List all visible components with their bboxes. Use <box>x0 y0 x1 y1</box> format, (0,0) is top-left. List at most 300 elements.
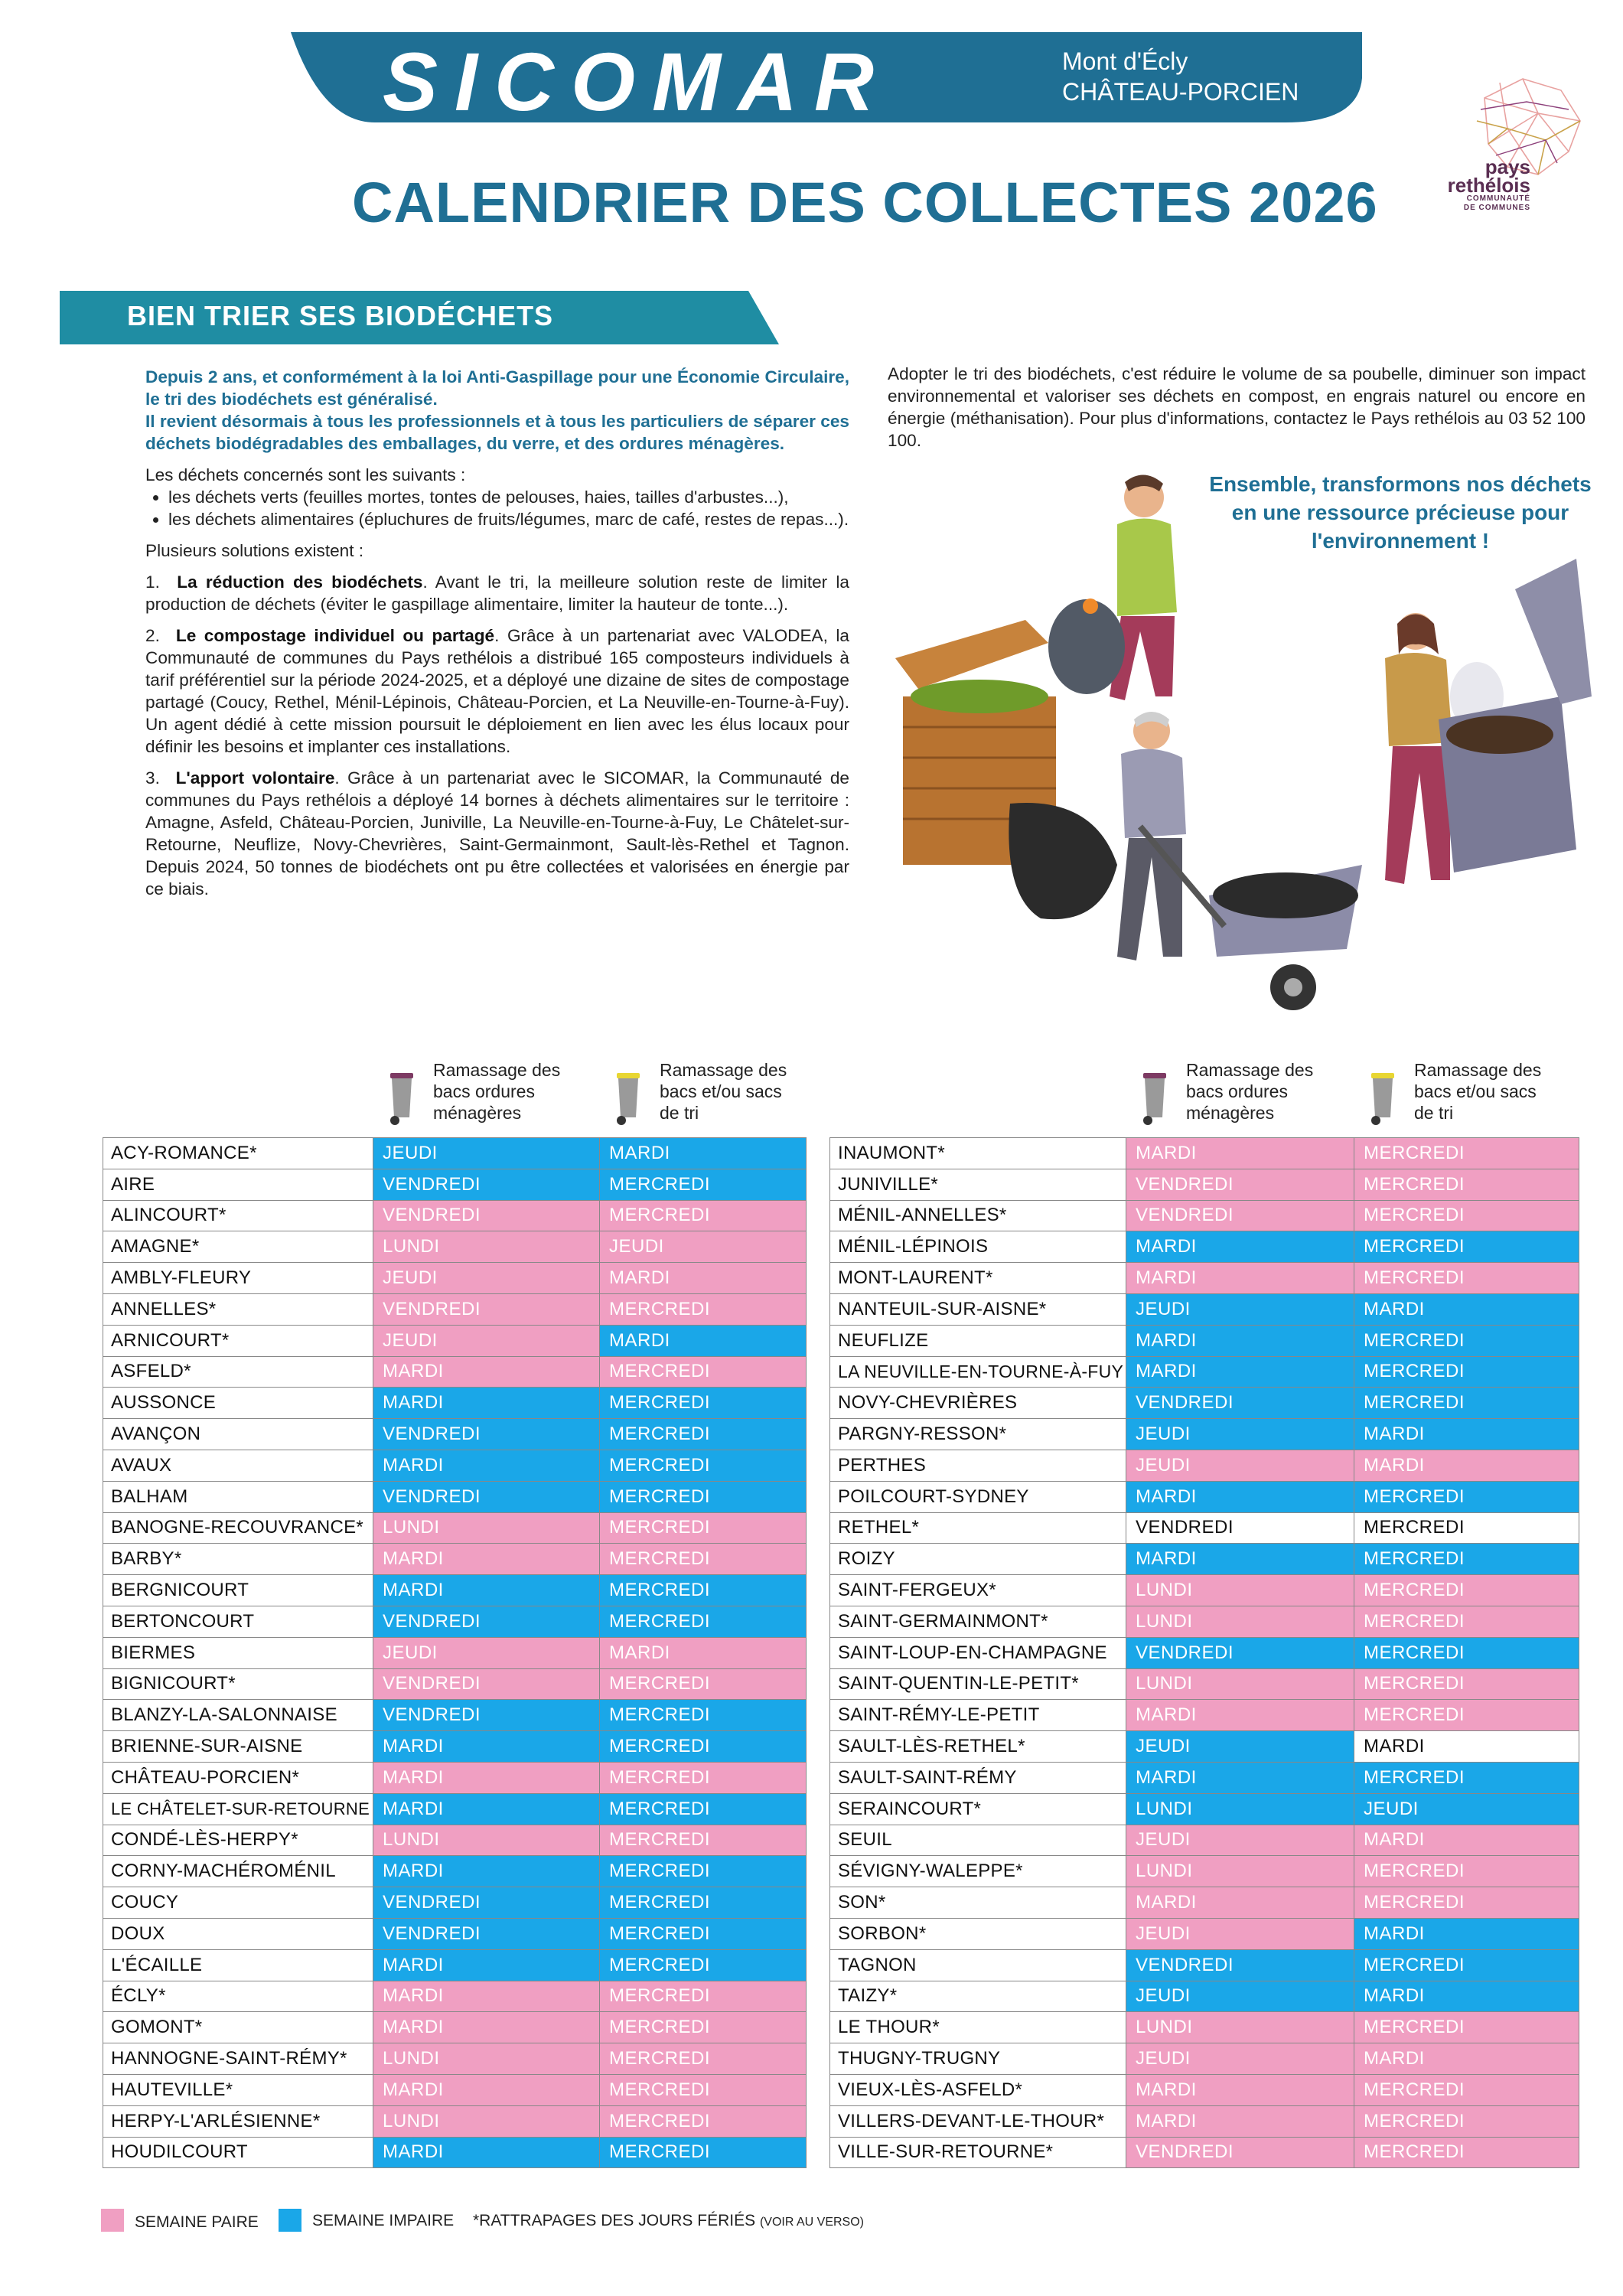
tri-day: MERCREDI <box>600 2138 807 2168</box>
table-row <box>103 1763 807 1794</box>
om-day: VENDREDI <box>1126 2138 1354 2168</box>
table-row <box>103 1981 807 2013</box>
tri-day: MERCREDI <box>600 1513 807 1544</box>
om-day: JEUDI <box>1126 1294 1354 1325</box>
tri-day: MERCREDI <box>600 1856 807 1887</box>
table-row <box>829 1981 1579 2013</box>
tri-day: MARDI <box>1354 1731 1579 1762</box>
commune-name: COUCY <box>103 1887 373 1918</box>
table-row <box>829 1731 1579 1763</box>
commune-name: CONDÉ-LÈS-HERPY* <box>103 1825 373 1856</box>
commune-name: PARGNY-RESSON* <box>829 1419 1126 1450</box>
tri-day: MERCREDI <box>1354 1263 1579 1293</box>
commune-name: VILLERS-DEVANT-LE-THOUR* <box>829 2106 1126 2137</box>
tri-day: MERCREDI <box>1354 1388 1579 1418</box>
om-day: MARDI <box>1126 1231 1354 1262</box>
om-day: MARDI <box>1126 1138 1354 1169</box>
tri-day: MERCREDI <box>600 2012 807 2043</box>
om-day: LUNDI <box>373 2043 600 2074</box>
tri-day: MERCREDI <box>1354 1669 1579 1700</box>
om-day: MARDI <box>1126 1763 1354 1793</box>
tri-day: MARDI <box>1354 1294 1579 1325</box>
om-day: MARDI <box>373 1544 600 1574</box>
tri-day: MERCREDI <box>1354 1606 1579 1637</box>
om-day: MARDI <box>373 1357 600 1388</box>
table-row <box>103 1388 807 1419</box>
tri-day: MERCREDI <box>1354 1887 1579 1918</box>
table-row <box>103 1669 807 1701</box>
om-day: JEUDI <box>1126 1825 1354 1856</box>
om-day: JEUDI <box>1126 1731 1354 1762</box>
table-row <box>103 1419 807 1450</box>
om-day: LUNDI <box>373 2106 600 2137</box>
table-row <box>103 1263 807 1294</box>
commune-name: ÉCLY* <box>103 1981 373 2012</box>
tri-day: MARDI <box>600 1138 807 1169</box>
om-day: MARDI <box>1126 1326 1354 1356</box>
om-day: LUNDI <box>373 1825 600 1856</box>
header-om <box>1126 1058 1354 1133</box>
commune-name: ANNELLES* <box>103 1294 373 1325</box>
commune-name: RETHEL* <box>829 1513 1126 1544</box>
om-day: VENDREDI <box>373 1919 600 1949</box>
woman-with-bin-icon <box>1385 559 1592 884</box>
commune-name: BERTONCOURT <box>103 1606 373 1637</box>
tri-day: MERCREDI <box>1354 1950 1579 1981</box>
commune-name: AUSSONCE <box>103 1388 373 1418</box>
om-day: VENDREDI <box>373 1887 600 1918</box>
brand-name: SICOMAR <box>383 35 891 128</box>
tri-day: MARDI <box>1354 1919 1579 1949</box>
commune-name: DOUX <box>103 1919 373 1949</box>
om-day: LUNDI <box>373 1513 600 1544</box>
commune-name: SAINT-RÉMY-LE-PETIT <box>829 1700 1126 1730</box>
tri-day: MERCREDI <box>1354 1700 1579 1730</box>
tri-day: MERCREDI <box>1354 1138 1579 1169</box>
om-day: MARDI <box>373 1856 600 1887</box>
table-row <box>829 1419 1579 1450</box>
om-day: VENDREDI <box>1126 1388 1354 1418</box>
tri-day: MERCREDI <box>600 1825 807 1856</box>
om-day: MARDI <box>373 1950 600 1981</box>
om-day: VENDREDI <box>373 1482 600 1512</box>
om-day: MARDI <box>373 2138 600 2168</box>
solutions-intro: Plusieurs solutions existent : <box>145 541 364 560</box>
slogan: Ensemble, transformons nos déchets en une ressource précieuse pour l'environnement ! <box>1209 472 1592 553</box>
header-om-label: Ramassage des bacs ordures ménagères <box>433 1060 561 1123</box>
om-day: MARDI <box>1126 1482 1354 1512</box>
table-row <box>103 1950 807 1981</box>
tri-day: MERCREDI <box>1354 1513 1579 1544</box>
table-row <box>829 1606 1579 1638</box>
tri-day: MERCREDI <box>1354 1201 1579 1231</box>
commune-name: MÉNIL-ANNELLES* <box>829 1201 1126 1231</box>
table-row <box>829 1825 1579 1857</box>
commune-name: ALINCOURT* <box>103 1201 373 1231</box>
commune-name: JUNIVILLE* <box>829 1169 1126 1200</box>
commune-name: HAUTEVILLE* <box>103 2075 373 2105</box>
tri-day: MERCREDI <box>600 1950 807 1981</box>
table-row <box>103 1887 807 1919</box>
man-with-bag-icon <box>1048 475 1177 700</box>
tri-day: MERCREDI <box>1354 1763 1579 1793</box>
tri-day: MARDI <box>1354 1419 1579 1450</box>
table-row <box>829 2043 1579 2075</box>
tri-day: MERCREDI <box>1354 2138 1579 2168</box>
brand-subtitle: Mont d'Écly CHÂTEAU-PORCIEN <box>1062 47 1299 106</box>
commune-name: CORNY-MACHÉROMÉNIL <box>103 1856 373 1887</box>
om-day: VENDREDI <box>1126 1513 1354 1544</box>
commune-name: VIEUX-LÈS-ASFELD* <box>829 2075 1126 2105</box>
commune-name: ACY-ROMANCE* <box>103 1138 373 1169</box>
tri-day: MERCREDI <box>1354 1482 1579 1512</box>
om-day: VENDREDI <box>1126 1950 1354 1981</box>
commune-name: LE CHÂTELET-SUR-RETOURNE <box>103 1794 373 1825</box>
om-day: JEUDI <box>373 1263 600 1293</box>
header-om <box>373 1058 600 1133</box>
om-day: MARDI <box>373 1981 600 2012</box>
table-row <box>103 1326 807 1357</box>
commune-name: LA NEUVILLE-EN-TOURNE-À-FUY <box>829 1357 1126 1388</box>
commune-name: ARNICOURT* <box>103 1326 373 1356</box>
right-text: Adopter le tri des biodéchets, c'est réduire le volume de sa poubelle, diminuer son impact environnemental et valoriser ses déchets en compost, en engrais naturel ou encore en énergie (méthanisation). Pour plus d'informations, contactez le Pays rethélois au 03 52 100 100. <box>888 364 1586 450</box>
tri-day: MARDI <box>1354 1450 1579 1481</box>
page-title: CALENDRIER DES COLLECTES 2026 <box>352 171 1378 234</box>
om-day: VENDREDI <box>373 1169 600 1200</box>
table-row <box>829 1700 1579 1731</box>
commune-name: SAINT-GERMAINMONT* <box>829 1606 1126 1637</box>
table-row <box>103 1700 807 1731</box>
tri-day: JEUDI <box>1354 1794 1579 1825</box>
tri-day: MERCREDI <box>1354 2106 1579 2137</box>
waste-list <box>145 486 849 530</box>
commune-name: SORBON* <box>829 1919 1126 1949</box>
table-row <box>829 1482 1579 1513</box>
man-with-wheelbarrow-icon <box>1117 712 1362 1010</box>
table-row <box>829 2138 1579 2169</box>
om-day: JEUDI <box>1126 1919 1354 1949</box>
commune-name: ROIZY <box>829 1544 1126 1574</box>
table-row <box>829 2106 1579 2138</box>
commune-name: BALHAM <box>103 1482 373 1512</box>
pays-rethelois-logo-text: pays rethélois COMMUNAUTÉ DE COMMUNES <box>1447 155 1530 212</box>
om-day: LUNDI <box>1126 1794 1354 1825</box>
commune-name: PERTHES <box>829 1450 1126 1481</box>
commune-name: TAIZY* <box>829 1981 1126 2012</box>
table-row <box>103 1919 807 1950</box>
waste-item-food: • les déchets alimentaires (épluchures de fruits/légumes, marc de café, restes de repas...). <box>168 508 849 530</box>
commune-name: SAINT-QUENTIN-LE-PETIT* <box>829 1669 1126 1700</box>
tri-day: MERCREDI <box>600 1763 807 1793</box>
om-day: VENDREDI <box>373 1700 600 1730</box>
tri-day: MERCREDI <box>600 1919 807 1949</box>
yellow-bin-icon <box>612 1068 643 1127</box>
table-row <box>103 2043 807 2075</box>
grey-bin-icon <box>386 1068 416 1127</box>
commune-name: BANOGNE-RECOUVRANCE* <box>103 1513 373 1544</box>
solution-3: 3. L'apport volontaire. Grâce à un partenariat avec le SICOMAR, la Communauté de communes du Pays rethélois a déployé 14 bornes à déchets alimentaires sur le territoire : Amagne, Asfeld, Château-Porcien, Juniville, La Neuville-en-Tourne-à-Fuy, Le Châtelet-sur-Retourne, Neuflize, Novy-Chevrières, Saint-Germainmont, Sault-lès-Rethel et Tagnon. Depuis 2024, 50 tonnes de biodéchets ont pu être collectées et valorisées en énergie par ce biais. <box>145 768 849 899</box>
table-row <box>103 1606 807 1638</box>
yellow-bin-icon <box>1367 1068 1397 1127</box>
tri-day: MERCREDI <box>600 1887 807 1918</box>
om-day: MARDI <box>1126 1357 1354 1388</box>
table-row <box>829 1638 1579 1669</box>
om-day: VENDREDI <box>373 1294 600 1325</box>
legend-even-label: SEMAINE PAIRE <box>135 2213 259 2231</box>
om-day: LUNDI <box>373 1231 600 1262</box>
table-row <box>103 1794 807 1825</box>
table-row <box>829 1513 1579 1544</box>
table-row <box>103 1201 807 1232</box>
tri-day: MERCREDI <box>1354 2075 1579 2105</box>
commune-name: SON* <box>829 1887 1126 1918</box>
om-day: VENDREDI <box>1126 1201 1354 1231</box>
table-row <box>103 2106 807 2138</box>
om-day: JEUDI <box>1126 1981 1354 2012</box>
commune-name: LE THOUR* <box>829 2012 1126 2043</box>
solution-1: 1. La réduction des biodéchets. Avant le tri, la meilleure solution reste de limiter la production de déchets (éviter le gaspillage alimentaire, limiter la hauteur de tonte...). <box>145 572 849 614</box>
tri-day: MERCREDI <box>600 2075 807 2105</box>
om-day: MARDI <box>373 1388 600 1418</box>
header-tri <box>600 1058 807 1133</box>
header-tri-label: Ramassage des bacs et/ou sacs de tri <box>660 1060 787 1123</box>
header-tri-label: Ramassage des bacs et/ou sacs de tri <box>1414 1060 1542 1123</box>
commune-name: BIGNICOURT* <box>103 1669 373 1700</box>
tri-day: MERCREDI <box>1354 1357 1579 1388</box>
table-row <box>829 1263 1579 1294</box>
commune-name: AMAGNE* <box>103 1231 373 1262</box>
om-day: LUNDI <box>1126 2012 1354 2043</box>
tri-day: MERCREDI <box>600 1450 807 1481</box>
table-row <box>103 1231 807 1263</box>
om-day: MARDI <box>373 2012 600 2043</box>
commune-name: TAGNON <box>829 1950 1126 1981</box>
table-rows <box>103 1137 807 2168</box>
om-day: VENDREDI <box>373 1419 600 1450</box>
tri-day: MERCREDI <box>600 1482 807 1512</box>
table-row <box>103 1513 807 1544</box>
table-row <box>103 1482 807 1513</box>
om-day: MARDI <box>1126 2106 1354 2137</box>
commune-name: HERPY-L'ARLÉSIENNE* <box>103 2106 373 2137</box>
legend-odd-label: SEMAINE IMPAIRE <box>312 2212 455 2229</box>
tri-day: MERCREDI <box>600 1357 807 1388</box>
table-row <box>103 1544 807 1575</box>
solution-2: 2. Le compostage individuel ou partagé. Grâce à un partenariat avec VALODEA, la Communauté de communes du Pays rethélois a distribué 165 composteurs individuels à tarif préférentiel sur la période 2024-2025, et a déployé une dizaine de sites de compostage partagé (Coucy, Rethel, Ménil-Lépinois, Château-Porcien, et La Neuville-en-Tourne-à-Fuy). Un agent dédié à cette mission poursuit le déploiement en lien avec les élus locaux pour définir les besoins et implanter ces installations. <box>145 626 849 756</box>
om-day: LUNDI <box>1126 1669 1354 1700</box>
om-day: MARDI <box>373 1450 600 1481</box>
tri-day: MERCREDI <box>600 1544 807 1574</box>
commune-name: CHÂTEAU-PORCIEN* <box>103 1763 373 1793</box>
om-day: MARDI <box>1126 1544 1354 1574</box>
tri-day: MERCREDI <box>1354 1169 1579 1200</box>
table-row <box>103 1169 807 1201</box>
commune-name: AVAUX <box>103 1450 373 1481</box>
table-row <box>829 1169 1579 1201</box>
grey-bin-icon <box>1139 1068 1169 1127</box>
commune-name: ASFELD* <box>103 1357 373 1388</box>
table-row <box>829 1950 1579 1981</box>
table-row <box>829 1294 1579 1326</box>
table-row <box>829 1388 1579 1419</box>
commune-name: GOMONT* <box>103 2012 373 2043</box>
table-row <box>829 1231 1579 1263</box>
om-day: MARDI <box>373 1794 600 1825</box>
om-day: MARDI <box>1126 1700 1354 1730</box>
table-row <box>103 1357 807 1388</box>
om-day: MARDI <box>1126 1263 1354 1293</box>
table-row <box>829 1450 1579 1482</box>
tri-day: MERCREDI <box>600 1294 807 1325</box>
commune-name: SAULT-LÈS-RETHEL* <box>829 1731 1126 1762</box>
commune-name: BIERMES <box>103 1638 373 1668</box>
om-day: VENDREDI <box>373 1606 600 1637</box>
commune-name: SÉVIGNY-WALEPPE* <box>829 1856 1126 1887</box>
om-day: MARDI <box>373 2075 600 2105</box>
tri-day: MERCREDI <box>600 1731 807 1762</box>
table-row <box>103 1856 807 1887</box>
om-day: JEUDI <box>1126 2043 1354 2074</box>
commune-name: AMBLY-FLEURY <box>103 1263 373 1293</box>
legend-swatch-even <box>101 2209 124 2232</box>
table-row <box>103 2138 807 2169</box>
tri-day: MARDI <box>1354 2043 1579 2074</box>
commune-name: SAULT-SAINT-RÉMY <box>829 1763 1126 1793</box>
om-day: LUNDI <box>1126 1606 1354 1637</box>
intro-lead-1: Depuis 2 ans, et conformément à la loi Anti-Gaspillage pour une Économie Circulaire, le tri des biodéchets est généralisé. <box>145 367 849 409</box>
table-row <box>829 1794 1579 1825</box>
table-row <box>829 1669 1579 1701</box>
tri-day: MERCREDI <box>1354 1326 1579 1356</box>
commune-name: INAUMONT* <box>829 1138 1126 1169</box>
intro-text <box>145 366 849 909</box>
om-day: JEUDI <box>1126 1450 1354 1481</box>
om-day: JEUDI <box>373 1638 600 1668</box>
commune-name: SAINT-LOUP-EN-CHAMPAGNE <box>829 1638 1126 1668</box>
composting-illustration <box>888 467 1592 1033</box>
om-day: VENDREDI <box>1126 1638 1354 1668</box>
tri-day: MERCREDI <box>600 2106 807 2137</box>
tri-day: MERCREDI <box>600 1794 807 1825</box>
table-row <box>829 2075 1579 2106</box>
tri-day: MERCREDI <box>600 1981 807 2012</box>
table-row <box>103 2012 807 2043</box>
section-title: BIEN TRIER SES BIODÉCHETS <box>127 300 554 331</box>
table-row <box>829 1326 1579 1357</box>
tri-day: MERCREDI <box>1354 1575 1579 1606</box>
table-row <box>103 1294 807 1326</box>
tri-day: MERCREDI <box>1354 1856 1579 1887</box>
commune-name: NANTEUIL-SUR-AISNE* <box>829 1294 1126 1325</box>
table-row <box>103 1825 807 1857</box>
legend-swatch-odd <box>279 2209 301 2232</box>
table-row <box>829 1137 1579 1169</box>
tri-day: JEUDI <box>600 1231 807 1262</box>
tri-day: MERCREDI <box>600 1575 807 1606</box>
table-row <box>829 1763 1579 1794</box>
tri-day: MERCREDI <box>1354 2012 1579 2043</box>
om-day: LUNDI <box>1126 1575 1354 1606</box>
concerned-intro: Les déchets concernés sont les suivants : <box>145 465 466 484</box>
commune-name: BERGNICOURT <box>103 1575 373 1606</box>
header-om-label: Ramassage des bacs ordures ménagères <box>1186 1060 1314 1123</box>
table-row <box>103 2075 807 2106</box>
table-row <box>829 1544 1579 1575</box>
om-day: MARDI <box>373 1731 600 1762</box>
tri-day: MARDI <box>600 1263 807 1293</box>
tri-day: MERCREDI <box>600 1700 807 1730</box>
om-day: LUNDI <box>1126 1856 1354 1887</box>
commune-name: VILLE-SUR-RETOURNE* <box>829 2138 1126 2168</box>
commune-name: BRIENNE-SUR-AISNE <box>103 1731 373 1762</box>
tri-day: MARDI <box>600 1326 807 1356</box>
om-day: VENDREDI <box>373 1201 600 1231</box>
tri-day: MARDI <box>600 1638 807 1668</box>
tri-day: MERCREDI <box>600 1169 807 1200</box>
commune-name: NOVY-CHEVRIÈRES <box>829 1388 1126 1418</box>
commune-name: MÉNIL-LÉPINOIS <box>829 1231 1126 1262</box>
legend-note: *RATTRAPAGES DES JOURS FÉRIÉS (VOIR AU VERSO) <box>473 2212 864 2229</box>
table-row <box>103 1575 807 1606</box>
table-row <box>829 1887 1579 1919</box>
tri-day: MERCREDI <box>600 2043 807 2074</box>
commune-name: POILCOURT-SYDNEY <box>829 1482 1126 1512</box>
table-row <box>103 1137 807 1169</box>
header-tri <box>1354 1058 1579 1133</box>
commune-name: BARBY* <box>103 1544 373 1574</box>
commune-name: AIRE <box>103 1169 373 1200</box>
commune-name: SAINT-FERGEUX* <box>829 1575 1126 1606</box>
tri-day: MERCREDI <box>600 1419 807 1450</box>
table-row <box>103 1731 807 1763</box>
commune-name: HANNOGNE-SAINT-RÉMY* <box>103 2043 373 2074</box>
om-day: VENDREDI <box>1126 1169 1354 1200</box>
om-day: JEUDI <box>373 1326 600 1356</box>
commune-name: AVANÇON <box>103 1419 373 1450</box>
commune-name: BLANZY-LA-SALONNAISE <box>103 1700 373 1730</box>
table-row <box>829 2012 1579 2043</box>
tri-day: MERCREDI <box>1354 1638 1579 1668</box>
table-row <box>103 1450 807 1482</box>
table-row <box>829 1919 1579 1950</box>
commune-name: THUGNY-TRUGNY <box>829 2043 1126 2074</box>
om-day: MARDI <box>373 1763 600 1793</box>
om-day: MARDI <box>1126 1887 1354 1918</box>
tri-day: MERCREDI <box>1354 1544 1579 1574</box>
om-day: MARDI <box>1126 2075 1354 2105</box>
tri-day: MERCREDI <box>1354 1231 1579 1262</box>
commune-name: NEUFLIZE <box>829 1326 1126 1356</box>
table-row <box>829 1856 1579 1887</box>
intro-lead-2: Il revient désormais à tous les professionnels et à tous les particuliers de séparer ces déchets biodégradables des emballages, du verre, et des ordures ménagères. <box>145 412 849 453</box>
commune-name: SERAINCOURT* <box>829 1794 1126 1825</box>
table-row <box>829 1357 1579 1388</box>
waste-item-green: • les déchets verts (feuilles mortes, tontes de pelouses, haies, tailles d'arbustes...), <box>168 486 849 508</box>
tri-day: MARDI <box>1354 1825 1579 1856</box>
om-day: VENDREDI <box>373 1669 600 1700</box>
table-row <box>829 1201 1579 1232</box>
tri-day: MERCREDI <box>600 1388 807 1418</box>
tri-day: MERCREDI <box>600 1201 807 1231</box>
tri-day: MERCREDI <box>600 1669 807 1700</box>
om-day: JEUDI <box>373 1138 600 1169</box>
commune-name: MONT-LAURENT* <box>829 1263 1126 1293</box>
tri-day: MARDI <box>1354 1981 1579 2012</box>
commune-name: SEUIL <box>829 1825 1126 1856</box>
om-day: JEUDI <box>1126 1419 1354 1450</box>
commune-name: L'ÉCAILLE <box>103 1950 373 1981</box>
commune-name: HOUDILCOURT <box>103 2138 373 2168</box>
